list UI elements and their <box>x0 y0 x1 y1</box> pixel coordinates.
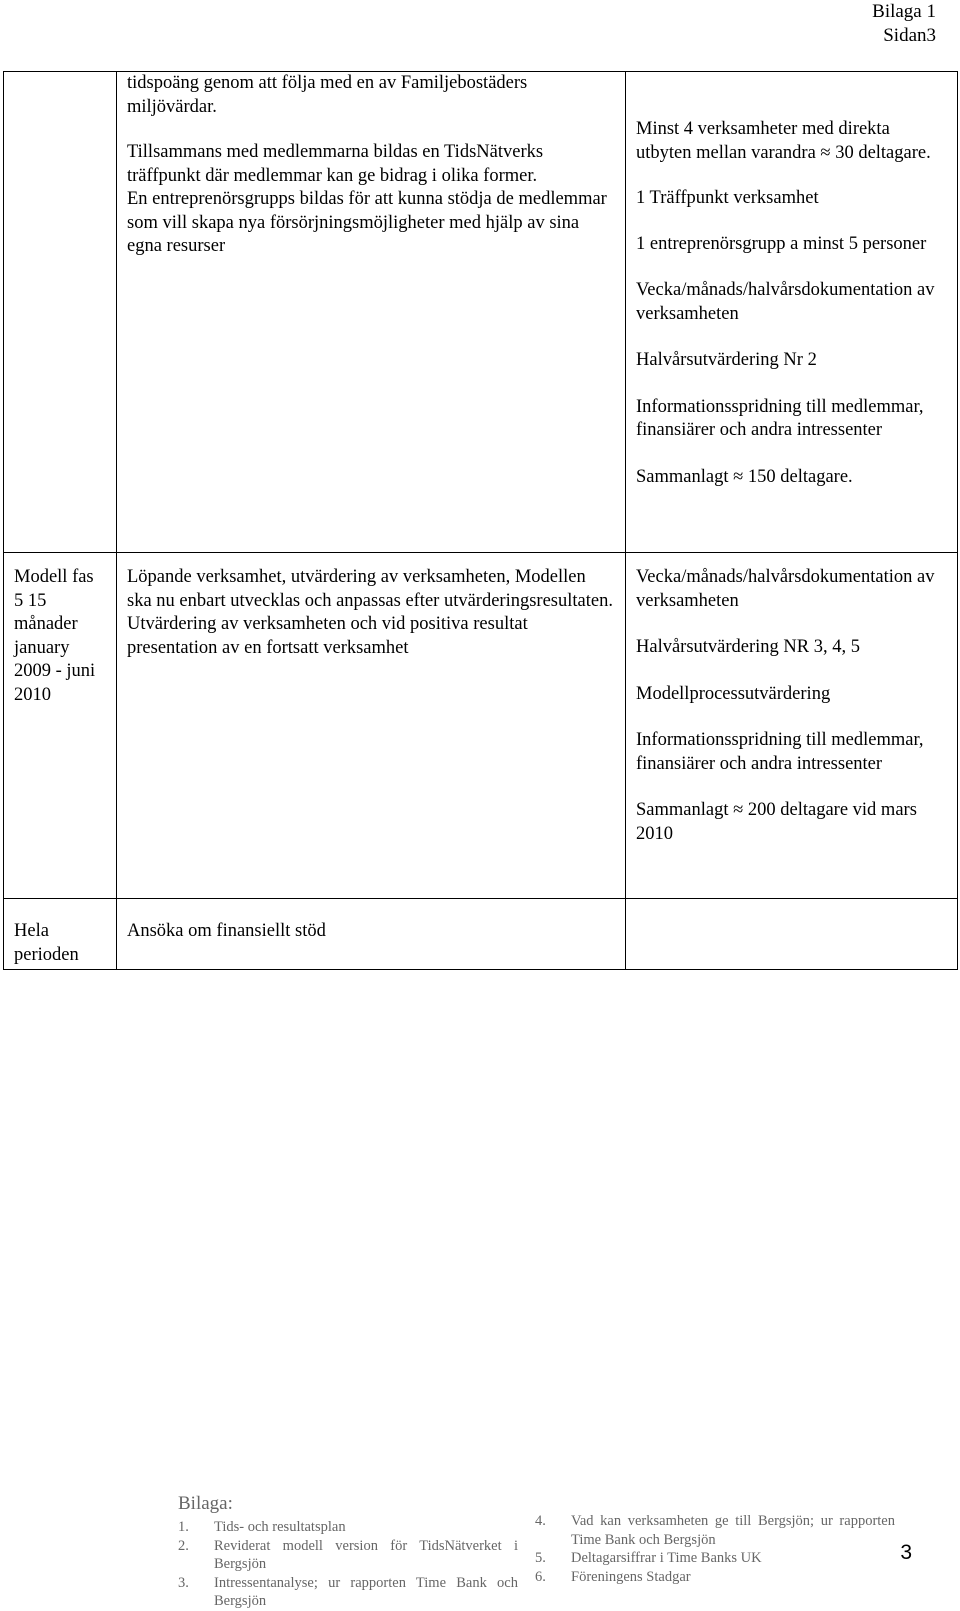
phase-cell <box>4 553 117 899</box>
result-text: Vecka/månads/halvårsdokumentation av verksamheten <box>636 567 935 611</box>
item-text: Deltagarsiffrar i Time Banks UK <box>571 1550 762 1566</box>
activity-text: Löpande verksamhet, utvärdering av verksamheten, Modellen ska nu enbart utvecklas och anpassas efter utvärderingsresultaten. <box>127 567 613 611</box>
activity-cell <box>117 72 626 553</box>
activity-cell <box>117 553 626 899</box>
appendix-list-right <box>535 1512 895 1586</box>
appendix-label: Bilaga: <box>178 1493 233 1514</box>
activity-text: tidspoäng genom att följa med en av Familjebostäders miljövärdar. <box>127 73 528 117</box>
list-item <box>178 1574 518 1611</box>
item-number: 6. <box>535 1568 546 1585</box>
header-appendix-label: Bilaga 1 <box>872 1 936 22</box>
table-row <box>4 72 958 553</box>
item-number: 3. <box>178 1574 189 1591</box>
result-text: Vecka/månads/halvårsdokumentation av verksamheten <box>636 280 935 324</box>
list-item <box>535 1568 895 1587</box>
table-row <box>4 553 958 899</box>
result-text: Informationsspridning till medlemmar, finansiärer och andra intressenter <box>636 730 924 774</box>
appendix-list-left <box>178 1518 518 1611</box>
item-number: 1. <box>178 1519 189 1535</box>
list-item <box>178 1518 518 1537</box>
phase-text: Hela perioden <box>14 921 79 965</box>
activity-cell <box>117 899 626 970</box>
appendix-footer <box>0 1493 960 1610</box>
phase-cell <box>4 899 117 970</box>
phase-text: Modell fas 5 15 månader january 2009 - juni 2010 <box>14 567 96 705</box>
item-number: 4. <box>535 1513 546 1529</box>
item-text: Föreningens Stadgar <box>571 1568 691 1585</box>
item-number: 5. <box>535 1550 546 1566</box>
plan-table <box>3 71 958 970</box>
list-item <box>535 1512 895 1549</box>
item-text: Intressentanalyse; ur rapporten Time Bank och Bergsjön <box>214 1574 518 1609</box>
activity-text: En entreprenörsgrupps bildas för att kunna stödja de medlemmar som vill skapa nya försörjningsmöjligheter med hjälp av sina egna resurser <box>127 189 607 256</box>
header-page-label: Sidan3 <box>883 25 936 46</box>
page-header <box>872 0 936 48</box>
result-text: Sammanlagt ≈ 150 deltagare. <box>636 466 853 487</box>
activity-text: Tillsammans med medlemmarna bildas en TidsNätverks träffpunkt där medlemmar kan ge bidrag i olika former. <box>127 142 544 186</box>
result-text: Informationsspridning till medlemmar, finansiärer och andra intressenter <box>636 396 924 440</box>
result-text: Minst 4 verksamheter med direkta utbyten mellan varandra ≈ 30 deltagare. <box>636 119 931 163</box>
page-number: 3 <box>900 1541 912 1564</box>
result-text: Modellprocessutvärdering <box>636 683 831 704</box>
table-row <box>4 899 958 970</box>
item-text: Reviderat modell version för TidsNätverket i Bergsjön <box>214 1537 518 1572</box>
item-text: Tids- och resultatsplan <box>214 1519 346 1535</box>
result-text: 1 entreprenörsgrupp a minst 5 personer <box>636 233 927 254</box>
result-cell <box>626 72 958 553</box>
result-text: Halvårsutvärdering NR 3, 4, 5 <box>636 637 861 657</box>
result-text: Sammanlagt ≈ 200 deltagare vid mars 2010 <box>636 800 917 844</box>
item-number: 2. <box>178 1537 189 1554</box>
result-text: Halvårsutvärdering Nr 2 <box>636 350 817 370</box>
result-cell <box>626 899 958 970</box>
phase-cell <box>4 72 117 553</box>
list-item <box>535 1549 895 1568</box>
result-cell <box>626 553 958 899</box>
activity-text: Utvärdering av verksamheten och vid positiva resultat presentation av en fortsatt verksamhet <box>127 614 528 658</box>
result-text: 1 Träffpunkt verksamhet <box>636 188 819 208</box>
list-item <box>178 1537 518 1574</box>
item-text: Vad kan verksamheten ge till Bergsjön; ur rapporten Time Bank och Bergsjön <box>571 1513 895 1548</box>
activity-text: Ansöka om finansiellt stöd <box>127 921 326 941</box>
